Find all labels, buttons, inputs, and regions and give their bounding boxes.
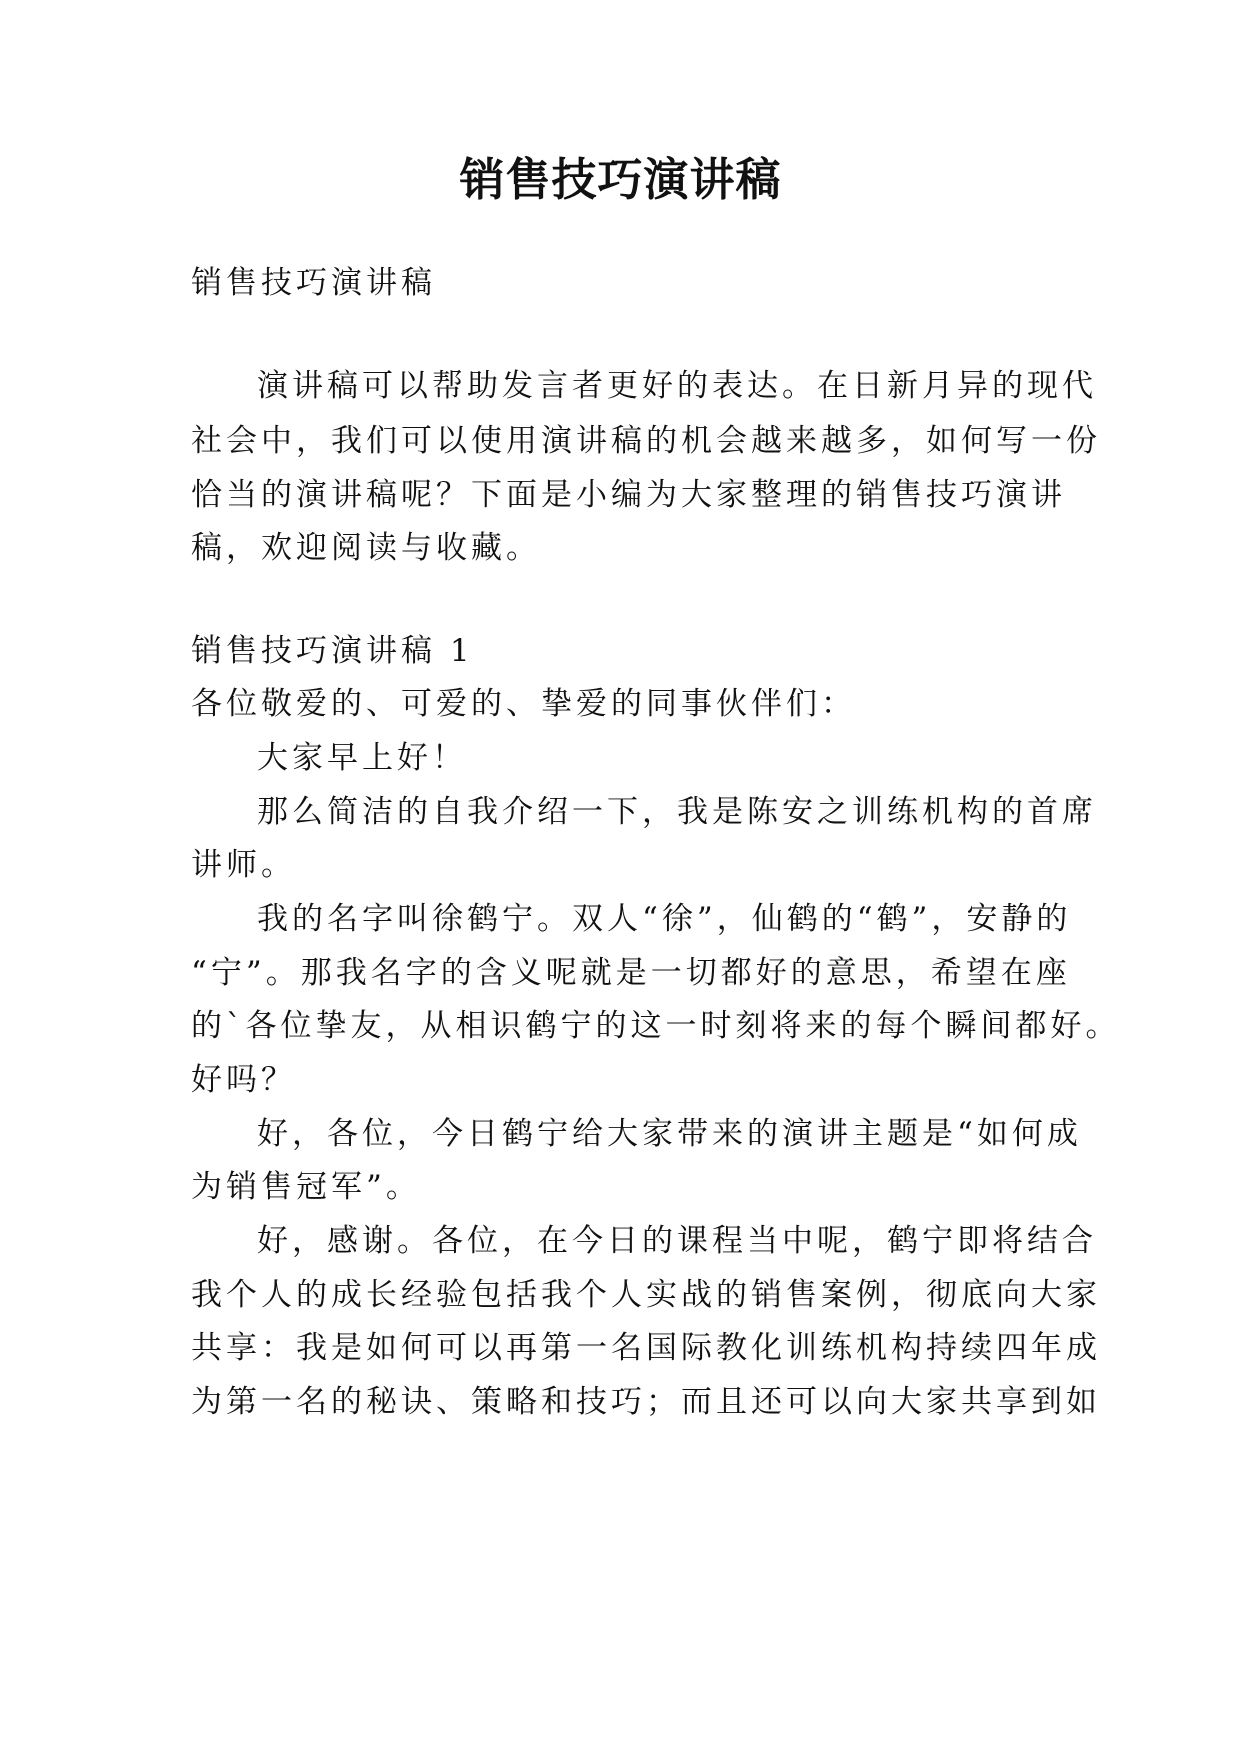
section-heading: 销售技巧演讲稿 1 <box>191 633 474 669</box>
body-line: 好，各位，今日鹤宁给大家带来的演讲主题是“如何成 <box>257 1116 1082 1152</box>
intro-line-1: 演讲稿可以帮助发言者更好的表达。在日新月异的现代 <box>257 368 1097 404</box>
body-line: 那么简洁的自我介绍一下，我是陈安之训练机构的首席 <box>257 794 1097 830</box>
intro-line-3: 恰当的演讲稿呢？下面是小编为大家整理的销售技巧演讲 <box>191 477 1066 513</box>
body-line: 我的名字叫徐鹤宁。双人“徐”，仙鹤的“鹤”，安静的 <box>257 901 1072 937</box>
body-line: 大家早上好！ <box>257 740 467 776</box>
intro-line-4: 稿，欢迎阅读与收藏。 <box>191 530 541 566</box>
body-line: 好，感谢。各位，在今日的课程当中呢，鹤宁即将结合 <box>257 1223 1097 1259</box>
body-line: 好吗？ <box>191 1062 296 1098</box>
body-line: 为销售冠军”。 <box>191 1169 421 1205</box>
intro-line-2: 社会中，我们可以使用演讲稿的机会越来越多，如何写一份 <box>191 423 1101 459</box>
body-line: 我个人的成长经验包括我个人实战的销售案例，彻底向大家 <box>191 1277 1101 1313</box>
body-line: “宁”。那我名字的含义呢就是一切都好的意思，希望在座 <box>191 955 1071 991</box>
document-title: 销售技巧演讲稿 <box>459 153 782 206</box>
body-line: 为第一名的秘诀、策略和技巧；而且还可以向大家共享到如 <box>191 1384 1101 1420</box>
subtitle-line: 销售技巧演讲稿 <box>191 265 436 301</box>
body-line: 讲师。 <box>191 847 296 883</box>
body-line: 共享：我是如何可以再第一名国际教化训练机构持续四年成 <box>191 1330 1101 1366</box>
greeting-line: 各位敬爱的、可爱的、挚爱的同事伙伴们： <box>191 686 856 722</box>
body-line: 的`各位挚友，从相识鹤宁的这一时刻将来的每个瞬间都好。 <box>191 1008 1121 1044</box>
